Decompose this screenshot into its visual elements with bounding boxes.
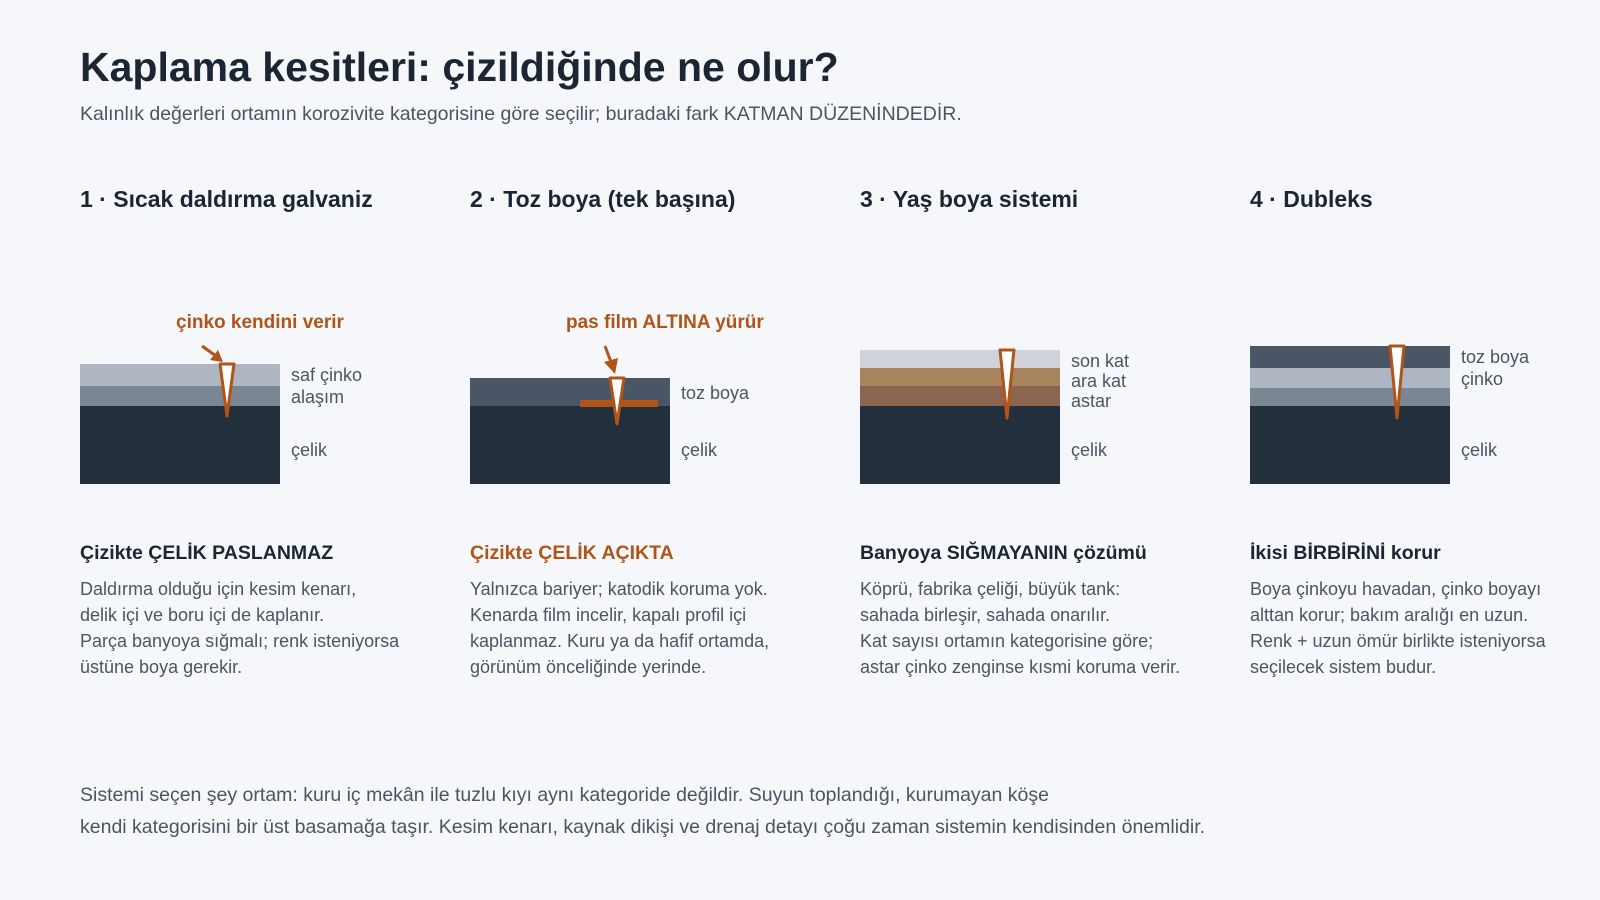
- intermediate-layer: [860, 368, 1060, 386]
- description-line: Boya çinkoyu havadan, çinko boyayı: [1250, 579, 1542, 599]
- description-line: delik içi ve boru içi de kaplanır.: [80, 605, 325, 625]
- description-line: Yalnızca bariyer; katodik koruma yok.: [470, 579, 768, 599]
- column-title: 3 · Yaş boya sistemi: [860, 186, 1079, 212]
- verdict-text: Çizikte ÇELİK PASLANMAZ: [80, 542, 334, 564]
- page-title: Kaplama kesitleri: çizildiğinde ne olur?: [80, 44, 839, 90]
- topcoat-layer: [860, 350, 1060, 368]
- description-line: Parça banyoya sığmalı; renk isteniyorsa: [80, 631, 400, 651]
- column-hot-dip-galvanizing: [80, 186, 450, 677]
- description: [860, 576, 1240, 680]
- verdict-text: Banyoya SIĞMAYANIN çözümü: [860, 542, 1147, 564]
- layer-label-alloy: alaşım: [291, 387, 345, 407]
- cross-section-svg: [860, 316, 1230, 506]
- verdict-text: İkisi BİRBİRİNİ korur: [1250, 542, 1441, 564]
- layer-label-powder: toz boya: [1461, 347, 1530, 367]
- zinc-pure-layer: [80, 364, 280, 386]
- description-line: kaplanmaz. Kuru ya da hafif ortamda,: [470, 631, 770, 651]
- description-line: görünüm önceliğinde yerinde.: [470, 657, 707, 677]
- cross-section-diagram: [80, 312, 450, 506]
- description-line: Kenarda film incelir, kapalı profil içi: [470, 605, 747, 625]
- zinc-alloy-layer: [80, 386, 280, 406]
- column-title: 1 · Sıcak daldırma galvaniz: [80, 186, 373, 212]
- description-line: seçilecek sistem budur.: [1250, 657, 1437, 677]
- description: [470, 576, 850, 680]
- layer-label-intermediate: ara kat: [1071, 371, 1127, 391]
- callout-arrow-line: [202, 346, 216, 356]
- description-line: üstüne boya gerekir.: [80, 657, 243, 677]
- layer-label-primer: astar: [1071, 391, 1112, 411]
- steel-substrate: [470, 406, 670, 484]
- cross-section-diagram: [470, 312, 840, 506]
- description-line: astar çinko zenginse kısmi koruma verir.: [860, 657, 1181, 677]
- layer-label-zinc: saf çinko: [291, 365, 363, 385]
- layer-label-steel: çelik: [291, 440, 328, 460]
- description-line: alttan korur; bakım aralığı en uzun.: [1250, 605, 1529, 625]
- column-title: 2 · Toz boya (tek başına): [470, 186, 736, 212]
- steel-substrate: [80, 406, 280, 484]
- page-subtitle: Kalınlık değerleri ortamın korozivite kategorisine göre seçilir; buradaki fark KATMAN DÜZENİNDEDİR.: [80, 103, 962, 125]
- column-title: 4 · Dubleks: [1250, 186, 1373, 212]
- layer-label-steel: çelik: [681, 440, 718, 460]
- callout-arrow-head: [604, 358, 618, 374]
- footer-note: [80, 779, 1520, 843]
- steel-substrate: [860, 406, 1060, 484]
- cross-section-diagram: [1250, 316, 1600, 506]
- column-powder-coat: [470, 186, 840, 677]
- footer-line: kendi kategorisini bir üst basamağa taşır. Kesim kenarı, kaynak dikişi ve drenaj detayı çoğu zaman sistemin kendisinden önemlidir.: [80, 816, 1206, 838]
- cross-section-diagram: [860, 316, 1230, 506]
- cross-section-svg: [1250, 316, 1600, 506]
- zinc-alloy-layer: [1250, 388, 1450, 406]
- description-line: sahada birleşir, sahada onarılır.: [860, 605, 1111, 625]
- layer-label-steel: çelik: [1461, 440, 1498, 460]
- steel-substrate: [1250, 406, 1450, 484]
- column-duplex: [1250, 186, 1600, 677]
- cross-section-svg: [470, 316, 840, 506]
- footer-line: Sistemi seçen şey ortam: kuru iç mekân ile tuzlu kıyı aynı kategoride değildir. Suyun toplandığı, kurumayan köşe: [80, 784, 1049, 806]
- column-wet-paint-system: [860, 186, 1230, 677]
- layer-label-topcoat: son kat: [1071, 351, 1130, 371]
- description: [80, 576, 460, 680]
- description-line: Köprü, fabrika çeliği, büyük tank:: [860, 579, 1121, 599]
- layer-label-zinc: çinko: [1461, 369, 1504, 389]
- description-line: Daldırma olduğu için kesim kenarı,: [80, 579, 357, 599]
- callout-text: pas film ALTINA yürür: [566, 312, 764, 333]
- description-line: Kat sayısı ortamın kategorisine göre;: [860, 631, 1154, 651]
- layer-label-powder: toz boya: [681, 383, 750, 403]
- callout-text: çinko kendini verir: [176, 312, 344, 333]
- primer-layer: [860, 386, 1060, 406]
- description-line: Renk + uzun ömür birlikte isteniyorsa: [1250, 631, 1546, 651]
- verdict-text: Çizikte ÇELİK AÇIKTA: [470, 542, 674, 564]
- layer-label-steel: çelik: [1071, 440, 1108, 460]
- powder-coat-layer: [1250, 346, 1450, 368]
- zinc-layer: [1250, 368, 1450, 388]
- description: [1250, 576, 1600, 680]
- cross-section-svg: [80, 316, 450, 506]
- callout-arrow-line: [605, 346, 611, 362]
